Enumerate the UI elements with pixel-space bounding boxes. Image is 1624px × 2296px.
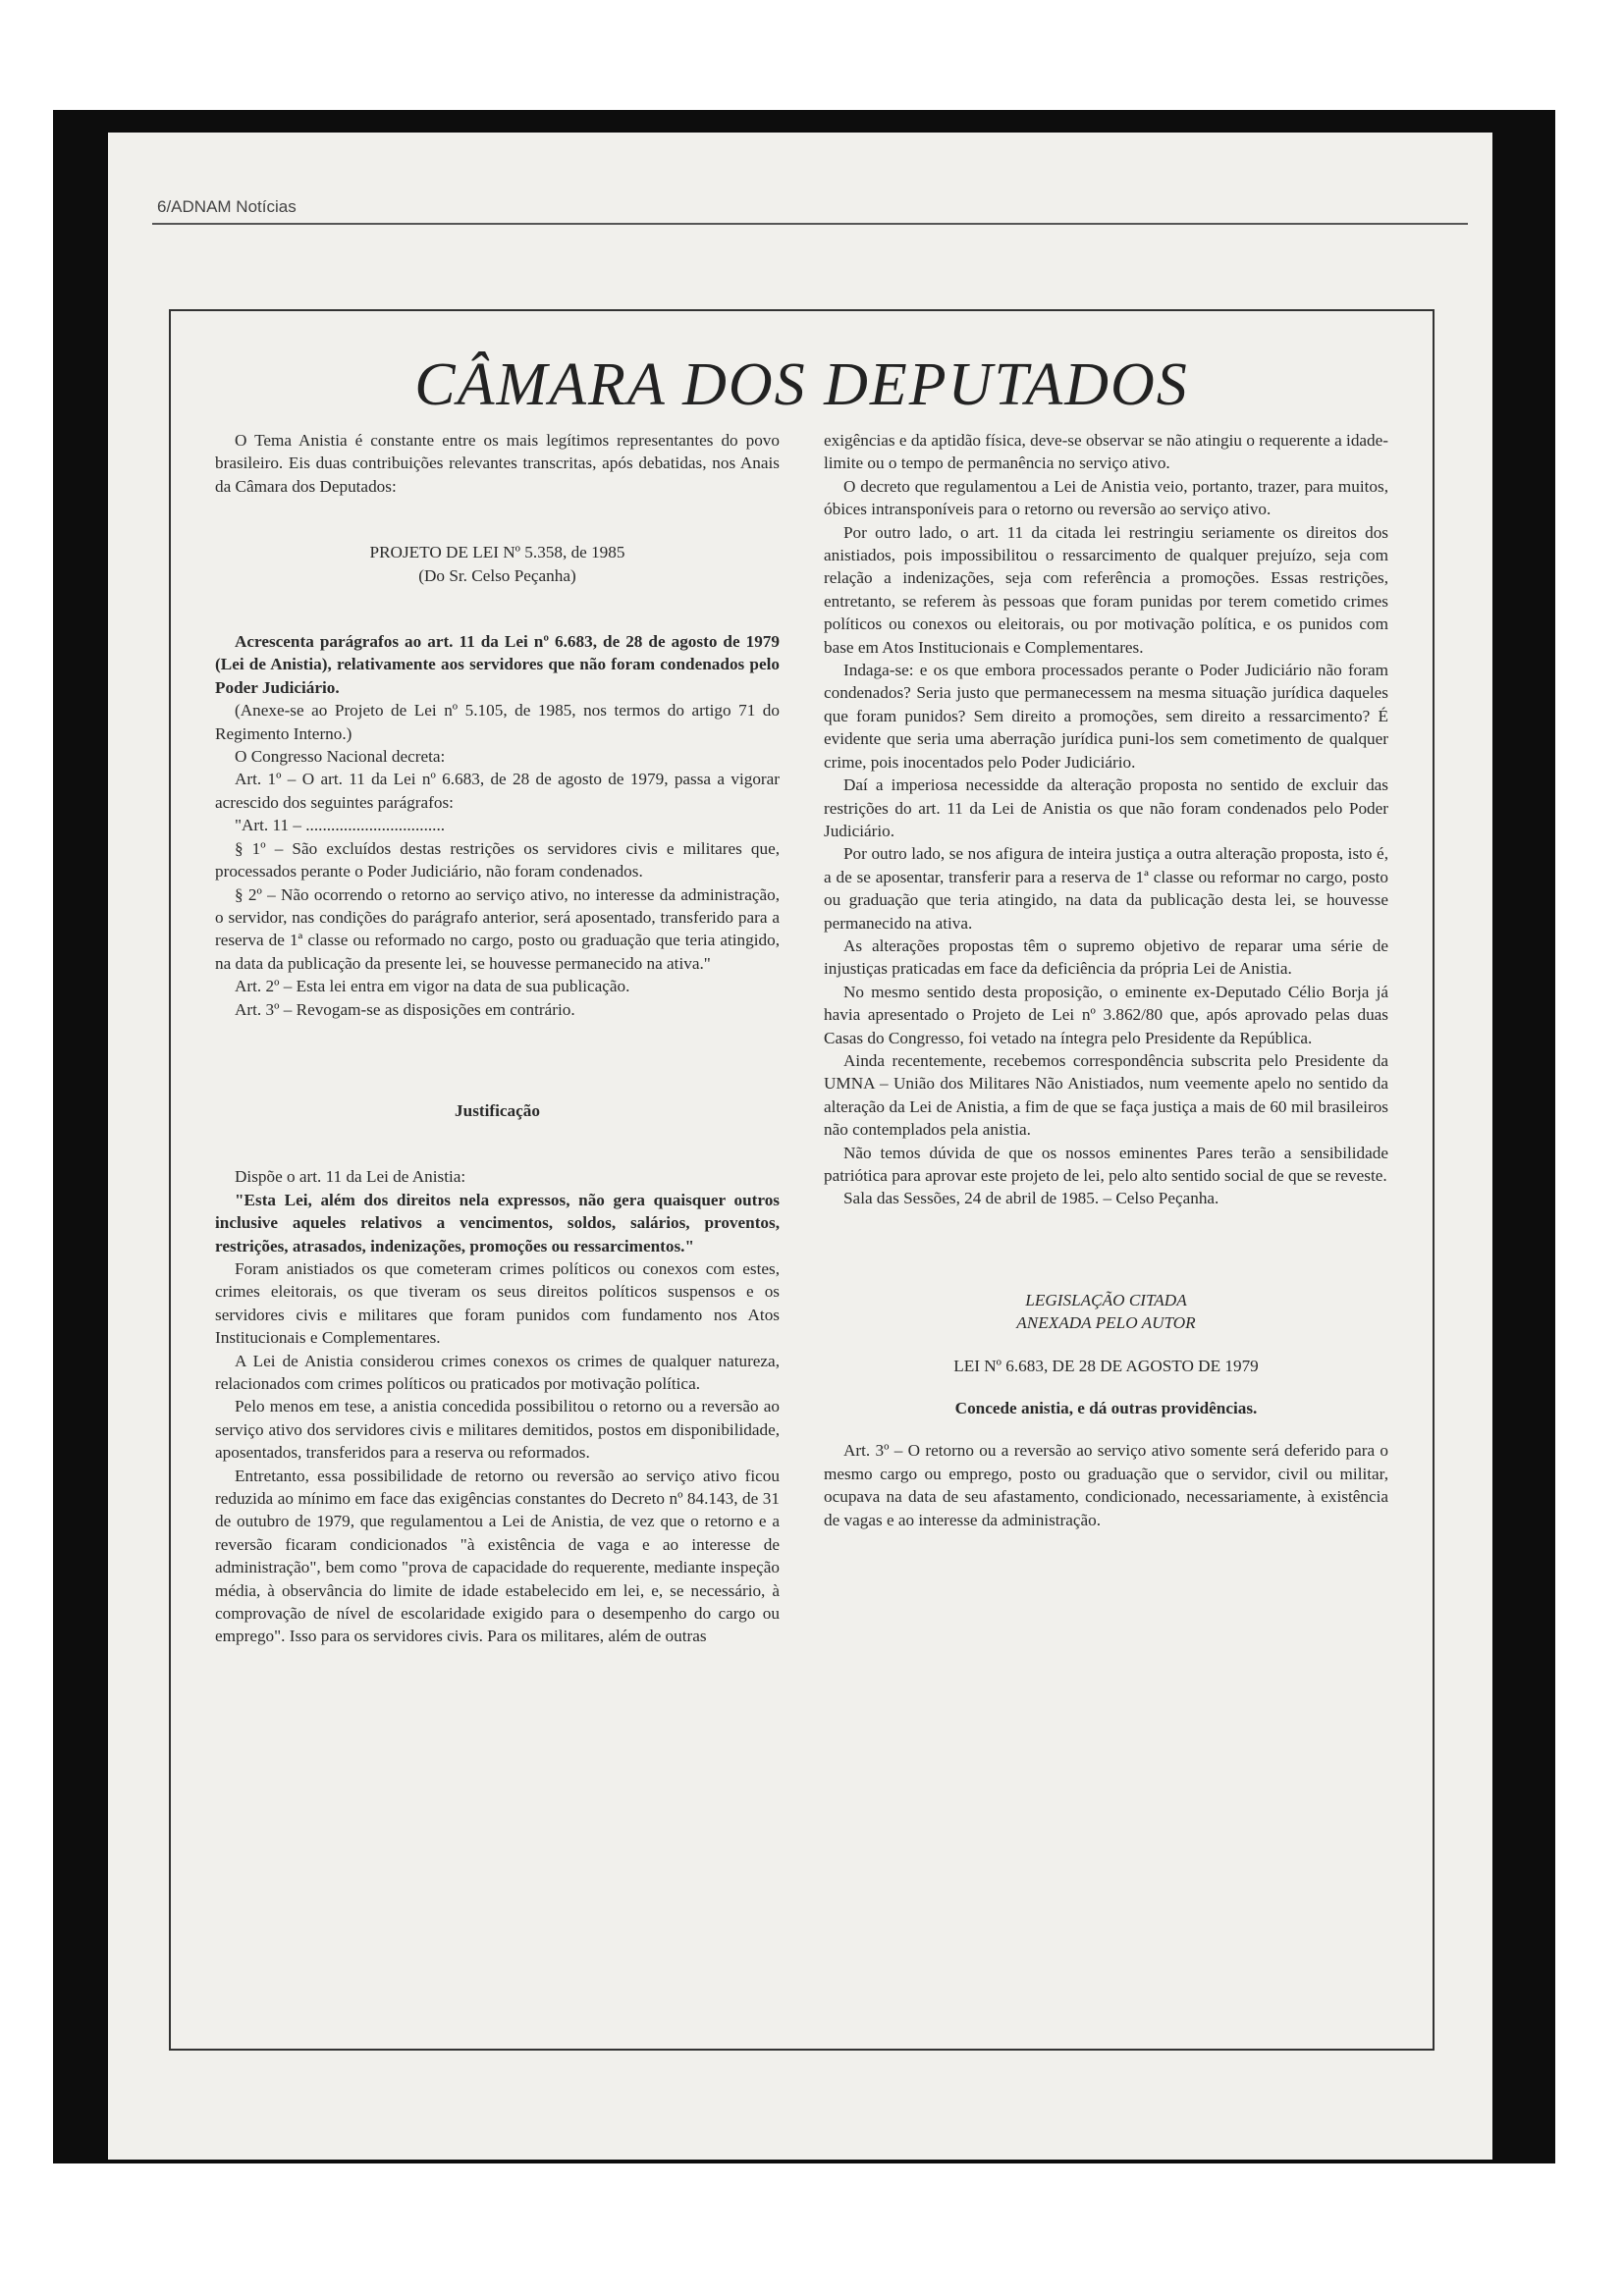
lei-title: LEI Nº 6.683, DE 28 DE AGOSTO DE 1979 — [953, 1356, 1259, 1375]
article-title: CÂMARA DOS DEPUTADOS — [414, 351, 1189, 418]
anexe-note: (Anexe-se ao Projeto de Lei nº 5.105, de 1985, nos termos do artigo 71 do Regimento Interno.) — [215, 701, 780, 743]
decreta: O Congresso Nacional decreta: — [235, 747, 446, 767]
art2: Art. 2º – Esta lei entra em vigor na data de sua publicação. — [235, 977, 630, 996]
legislacao-heading-2: ANEXADA PELO AUTOR — [1016, 1313, 1196, 1333]
paragraph-2: § 2º – Não ocorrendo o retorno ao serviço ativo, no interesse da administração, o servidor, nas condições do parágrafo anterior, será aposentado, transferido para a reserva de 1ª classe ou reformado no cargo, posto ou graduação que teria atingido, na data da publicação da presente lei, se houvesse permanecido na ativa." — [215, 884, 780, 973]
right-paragraph-5: Daí a imperiosa necessidde da alteração proposta no sentido de excluir das restrições do art. 11 da Lei de Anistia os que não foram condenados pelo Poder Judiciário. — [824, 775, 1388, 840]
ementa: Acrescenta parágrafos ao art. 11 da Lei nº 6.683, de 28 de agosto de 1979 (Lei de Anistia), relativamente aos servidores que não foram condenados pelo Poder Judiciário. — [215, 632, 780, 697]
projeto-title: PROJETO DE LEI Nº 5.358, de 1985 — [369, 543, 625, 562]
right-paragraph-8: No mesmo sentido desta proposição, o eminente ex-Deputado Célio Borja já havia apresentado o Projeto de Lei nº 3.862/80 que, após aprovado pelas duas Casas do Congresso, foi vetado na íntegra pelo Presidente da República. — [824, 982, 1388, 1047]
dispoe: Dispõe o art. 11 da Lei de Anistia: — [235, 1167, 466, 1187]
article-frame — [169, 309, 1435, 2051]
lei-art3: Art. 3º – O retorno ou a reversão ao serviço ativo somente será deferido para o mesmo cargo ou emprego, posto ou graduação que o servidor, civil ou militar, ocupava na data de seu afastamento, condicionado, necessariamente, à existência de vagas e ao interesse da administração. — [824, 1441, 1388, 1529]
lei-subtitle: Concede anistia, e dá outras providências. — [954, 1399, 1258, 1418]
right-paragraph-4: Indaga-se: e os que embora processados perante o Poder Judiciário não foram condenados? Seria justo que permanecessem na mesma situação jurídica daqueles que foram punidos? Sem direito a promoções, sem direito a ressarcimento? É evidente que seria uma aberração jurídica puni-los sem cometimento de qualquer crime, pois inocentados pelo Poder Judiciário. — [824, 661, 1388, 772]
art11: "Art. 11 – ................................. — [235, 816, 446, 835]
right-paragraph-10: Não temos dúvida de que os nossos eminentes Pares terão a sensibilidade patriótica para aprovar este projeto de lei, pelo alto sentido social de que se reveste. — [824, 1143, 1388, 1185]
entretanto-paragraph: Entretanto, essa possibilidade de retorno ou reversão ao serviço ativo ficou reduzida ao mínimo em face das exigências constantes do Decreto nº 84.143, de 31 de outubro de 1979, que regulamentou a Lei de Anistia, de vez que o retorno e a reversão ficaram condicionados "à existência de vaga e ao interesse de administração", bem como "prova de capacidade do requerente, mediante inspeção média, à observância do limite de idade estabelecido em lei, e, se necessário, à comprovação de nível de escolaridade exigido para o desempenho do cargo ou emprego". Isso para os servidores civis. Para os militares, além de outras — [215, 1466, 780, 1646]
right-paragraph-1: exigências e da aptidão física, deve-se observar se não atingiu o requerente a idade-limite ou o tempo de permanência no serviço ativo. — [824, 431, 1388, 473]
justificacao-heading: Justificação — [455, 1100, 540, 1120]
alei-paragraph: A Lei de Anistia considerou crimes conexos os crimes de qualquer natureza, relacionados com crimes políticos ou praticados por motivação política. — [215, 1351, 780, 1393]
right-column — [824, 429, 1388, 1531]
art11-quote: "Esta Lei, além dos direitos nela expressos, não gera quaisquer outros inclusive aqueles relativos a vencimentos, soldos, salários, proventos, restrições, atrasados, indenizações, promoções ou ressarcimentos." — [215, 1190, 780, 1255]
pelo-paragraph: Pelo menos em tese, a anistia concedida possibilitou o retorno ou a reversão ao serviço ativo dos servidores civis e militares demitidos, postos em disponibilidade, aposentados, transferidos para a reserva ou reformados. — [215, 1397, 780, 1463]
art3: Art. 3º – Revogam-se as disposições em contrário. — [235, 999, 575, 1019]
right-paragraph-2: O decreto que regulamentou a Lei de Anistia veio, portanto, trazer, para muitos, óbices intransponíveis para o retorno ou reversão ao serviço ativo. — [824, 476, 1388, 519]
left-column — [215, 429, 780, 1648]
foram-paragraph: Foram anistiados os que cometeram crimes políticos ou conexos com estes, crimes eleitorais, os que tiveram os seus direitos políticos suspensos e os servidores civis e militares que foram punidos com fundamento nos Atos Institucionais e Complementares. — [215, 1258, 780, 1348]
page-header: 6/ADNAM Notícias — [157, 197, 297, 216]
signature-line: Sala das Sessões, 24 de abril de 1985. – Celso Peçanha. — [843, 1189, 1219, 1208]
right-paragraph-3: Por outro lado, o art. 11 da citada lei restringiu seriamente os direitos dos anistiados, pois impossibilitou o ressarcimento de qualquer prejuízo, seja com relação a indenizações, seja com referência a promoções. Essas restrições, entretanto, se referem às pessoas que foram punidas por terem cometido crimes políticos ou conexos ou eleitorais, ou por motivação política, e os punidos com base em Atos Institucionais e Complementares. — [824, 522, 1388, 657]
intro-paragraph: O Tema Anistia é constante entre os mais legítimos representantes do povo brasileiro. Eis duas contribuições relevantes transcritas, após debatidas, nos Anais da Câmara dos Deputados: — [215, 431, 780, 496]
right-paragraph-9: Ainda recentemente, recebemos correspondência subscrita pelo Presidente da UMNA – União dos Militares Não Anistiados, num veemente apelo no sentido da alteração da Lei de Anistia, a fim de que se faça justiça a mais de 60 mil brasileiros não contemplados pela anistia. — [824, 1050, 1388, 1140]
header-rule — [152, 223, 1468, 225]
legislacao-heading-1: LEGISLAÇÃO CITADA — [1025, 1290, 1187, 1309]
paragraph-1: § 1º – São excluídos destas restrições os servidores civis e militares que, processados perante o Poder Judiciário, não foram condenados. — [215, 838, 780, 881]
projeto-author: (Do Sr. Celso Peçanha) — [418, 565, 576, 585]
right-paragraph-6: Por outro lado, se nos afigura de inteira justiça a outra alteração proposta, isto é, a de se aposentar, transferir para a reserva de 1ª classe ou reformar no cargo, posto ou graduação que teria atingido, na data da publicação desta lei, se houvesse permanecido na ativa. — [824, 844, 1388, 933]
right-paragraph-7: As alterações propostas têm o supremo objetivo de reparar uma série de injustiças praticadas em face da deficiência da própria Lei de Anistia. — [824, 935, 1388, 979]
newspaper-page — [108, 133, 1492, 2160]
art1: Art. 1º – O art. 11 da Lei nº 6.683, de 28 de agosto de 1979, passa a vigorar acrescido dos seguintes parágrafos: — [215, 770, 780, 812]
